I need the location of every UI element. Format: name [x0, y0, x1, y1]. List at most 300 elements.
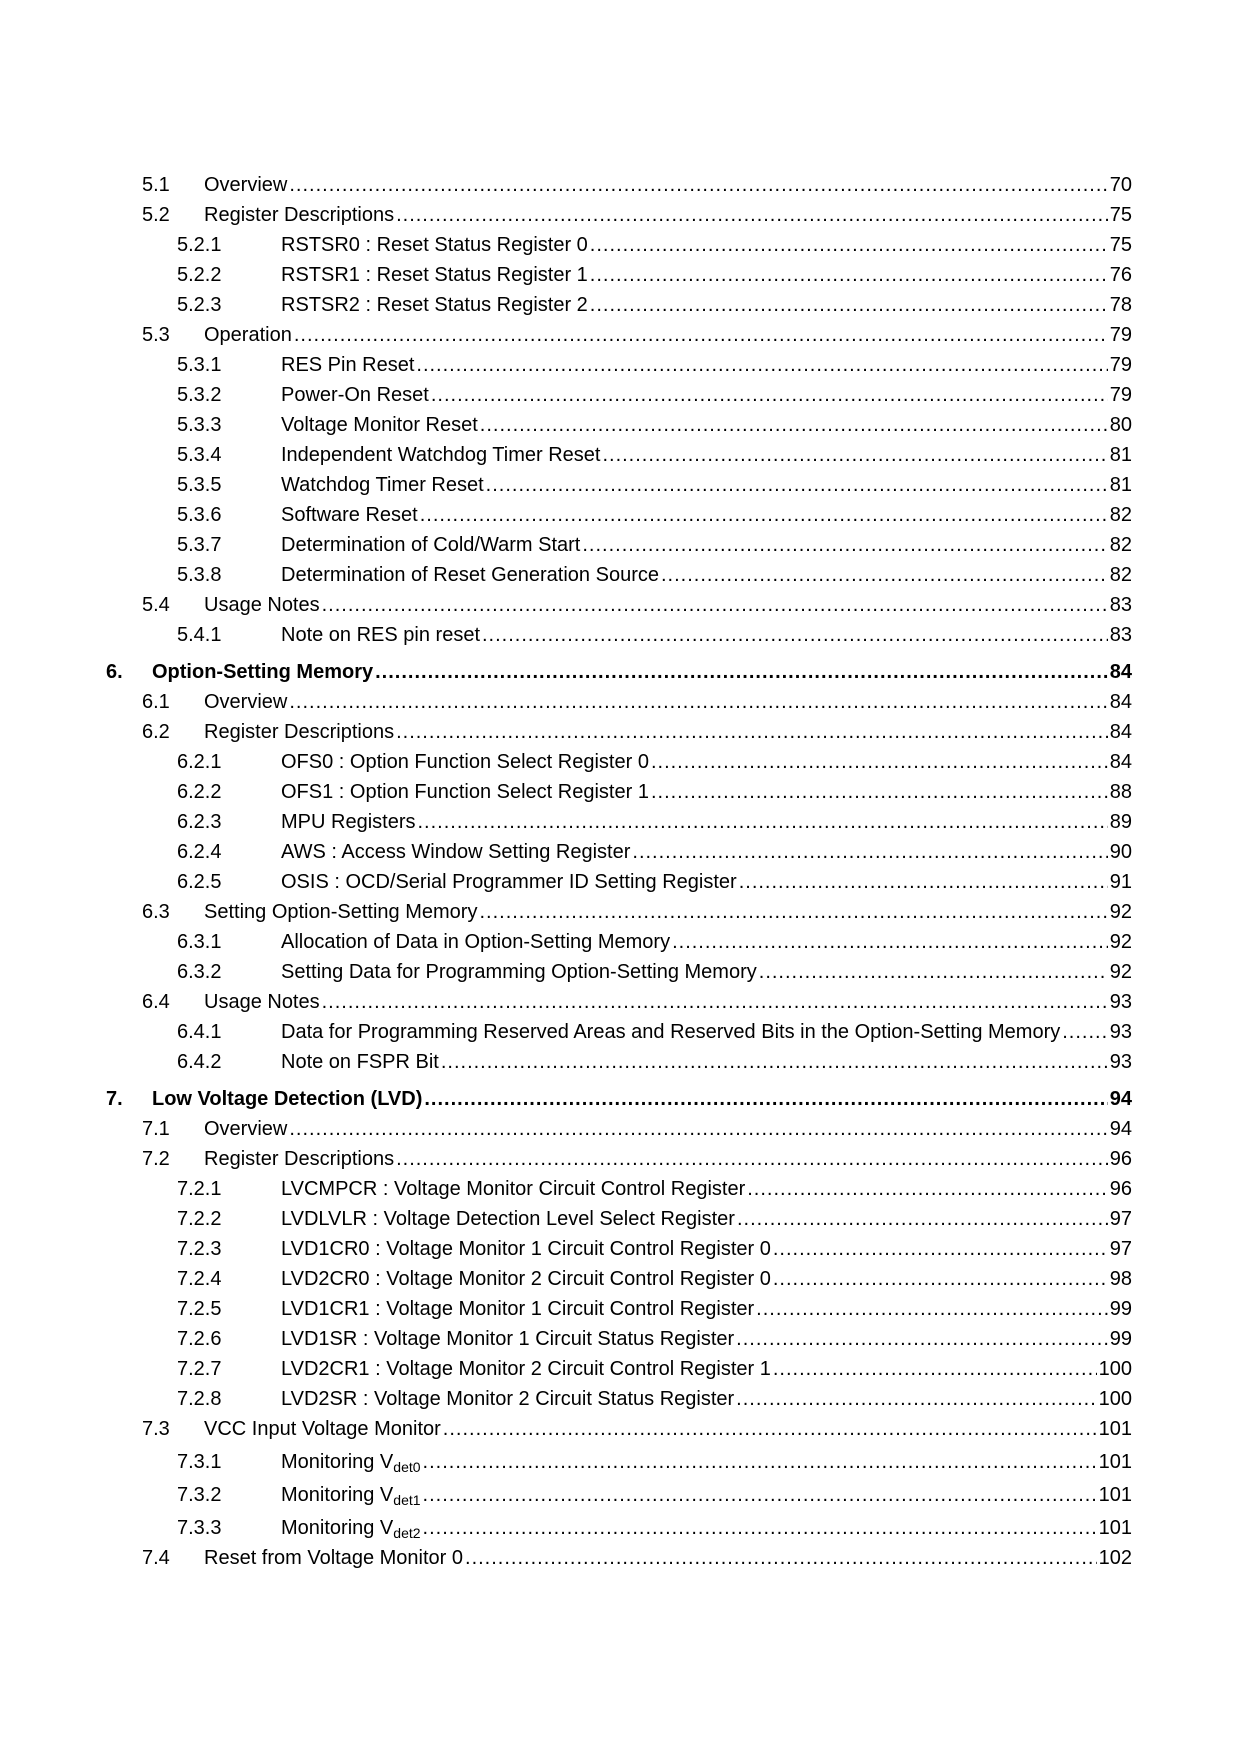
toc-entry-number: 5.3.6 [177, 504, 222, 526]
toc-entry[interactable] [106, 774, 1132, 804]
toc-entry-number: 6.3.2 [177, 961, 222, 983]
toc-entry-page-number: 96 [1109, 1178, 1132, 1200]
toc-entry-title-subscript: det1 [393, 1492, 421, 1508]
toc-entry[interactable] [106, 1441, 1132, 1474]
toc-entry-title [281, 840, 632, 864]
toc-entry-title-text: Overview [204, 174, 288, 196]
toc-entry-page-number: 100 [1098, 1358, 1132, 1380]
toc-entry-title [281, 293, 590, 317]
toc-entry[interactable] [106, 1411, 1132, 1441]
toc-dot-leader [424, 1087, 1107, 1111]
toc-entry-body [281, 1177, 1132, 1201]
toc-entry[interactable] [106, 1351, 1132, 1381]
toc-entry-title-text: AWS : Access Window Setting Register [281, 841, 631, 863]
toc-entry-title-text: Monitoring V [281, 1484, 394, 1506]
toc-entry-title-text: Usage Notes [204, 991, 320, 1013]
toc-entry-body [281, 563, 1132, 587]
toc-dot-leader [661, 563, 1108, 587]
toc-entry[interactable] [106, 1111, 1132, 1141]
toc-entry-number: 7.2.4 [177, 1268, 222, 1290]
toc-entry-number: 5.3.3 [177, 414, 222, 436]
toc-entry-title [281, 750, 651, 774]
toc-dot-leader [441, 1050, 1108, 1074]
toc-entry-page-number: 79 [1109, 384, 1132, 406]
toc-entry-title [152, 660, 375, 684]
toc-entry-title [281, 533, 582, 557]
toc-entry[interactable] [106, 377, 1132, 407]
toc-entry-title-text: Register Descriptions [204, 204, 395, 226]
toc-dot-leader [602, 443, 1107, 467]
toc-dot-leader [486, 473, 1108, 497]
toc-entry-title-text: OFS1 : Option Function Select Register 1 [281, 781, 649, 803]
toc-entry-title-text: RSTSR1 : Reset Status Register 1 [281, 264, 588, 286]
toc-dot-leader [482, 623, 1108, 647]
toc-entry-page-number: 92 [1109, 961, 1132, 983]
toc-entry-number: 7.2.1 [177, 1178, 222, 1200]
toc-entry-title-text: Setting Data for Programming Option-Setting Memory [281, 961, 757, 983]
toc-dot-leader [322, 990, 1108, 1014]
toc-entry-title-text: Data for Programming Reserved Areas and Reserved Bits in the Option-Setting Memory [281, 1021, 1061, 1043]
toc-dot-leader [396, 203, 1108, 227]
toc-entry-title-text: Option-Setting Memory [152, 661, 374, 683]
toc-entry-title-text: OSIS : OCD/Serial Programmer ID Setting Register [281, 871, 737, 893]
toc-entry[interactable] [106, 1540, 1132, 1570]
toc-entry-body [204, 1117, 1132, 1141]
toc-entry-title [281, 1050, 441, 1074]
toc-entry-number: 6.2.3 [177, 811, 222, 833]
toc-entry[interactable] [106, 497, 1132, 527]
toc-entry-page-number: 82 [1109, 504, 1132, 526]
toc-entry-number: 6.2.5 [177, 871, 222, 893]
toc-dot-leader [423, 1516, 1097, 1540]
toc-entry-page-number: 78 [1109, 294, 1132, 316]
toc-entry-body [204, 990, 1132, 1014]
toc-entry-number: 5.3 [142, 324, 170, 346]
toc-entry-title-text: LVD2CR0 : Voltage Monitor 2 Circuit Control Register 0 [281, 1268, 771, 1290]
toc-entry-page-number: 91 [1109, 871, 1132, 893]
toc-entry-title-text: LVD1CR1 : Voltage Monitor 1 Circuit Control Register [281, 1298, 755, 1320]
toc-dot-leader [773, 1357, 1097, 1381]
toc-entry-title-text: LVDLVLR : Voltage Detection Level Select Register [281, 1208, 735, 1230]
toc-dot-leader [289, 690, 1107, 714]
toc-entry-title [281, 1450, 423, 1474]
toc-entry[interactable] [106, 617, 1132, 647]
toc-entry-page-number: 88 [1109, 781, 1132, 803]
toc-dot-leader [651, 780, 1108, 804]
toc-entry[interactable] [106, 1381, 1132, 1411]
toc-entry-title [281, 1297, 756, 1321]
toc-entry-title [281, 623, 482, 647]
toc-dot-leader [417, 810, 1107, 834]
toc-entry-page-number: 93 [1109, 1021, 1132, 1043]
toc-entry-number: 7.2.6 [177, 1328, 222, 1350]
toc-entry-page-number: 89 [1109, 811, 1132, 833]
toc-entry[interactable] [106, 1261, 1132, 1291]
toc-entry-number: 5.2 [142, 204, 170, 226]
toc-entry-body [281, 503, 1132, 527]
toc-entry-title [281, 473, 486, 497]
toc-entry-number: 6. [106, 661, 123, 683]
toc-entry-title [204, 1147, 396, 1171]
toc-entry-body [281, 413, 1132, 437]
toc-entry-body [281, 233, 1132, 257]
toc-entry[interactable] [106, 437, 1132, 467]
toc-entry-title-text: OFS0 : Option Function Select Register 0 [281, 751, 649, 773]
toc-entry-page-number: 101 [1098, 1517, 1132, 1539]
toc-entry-title-text: Power-On Reset [281, 384, 429, 406]
toc-entry-title [281, 1357, 773, 1381]
toc-entry-page-number: 84 [1109, 751, 1132, 773]
toc-entry-page-number: 93 [1109, 991, 1132, 1013]
toc-entry-body [281, 930, 1132, 954]
toc-entry-number: 7.2.7 [177, 1358, 222, 1380]
toc-entry-body [281, 1297, 1132, 1321]
toc-entry-number: 5.1 [142, 174, 170, 196]
toc-entry-title [281, 810, 417, 834]
toc-entry-title-text: Reset from Voltage Monitor 0 [204, 1547, 464, 1569]
toc-entry-page-number: 75 [1109, 234, 1132, 256]
toc-entry-title [281, 503, 420, 527]
toc-entry-number: 5.3.5 [177, 474, 222, 496]
toc-dot-leader [582, 533, 1107, 557]
toc-entry-title [204, 990, 322, 1014]
toc-entry-body [281, 810, 1132, 834]
toc-entry-title [204, 593, 322, 617]
toc-entry-page-number: 96 [1109, 1148, 1132, 1170]
toc-dot-leader [396, 720, 1108, 744]
toc-entry-number: 6.4.2 [177, 1051, 222, 1073]
toc-entry-number: 5.3.2 [177, 384, 222, 406]
toc-entry-title [281, 1483, 423, 1507]
toc-entry-body [281, 750, 1132, 774]
toc-dot-leader [773, 1237, 1108, 1261]
toc-entry-number: 6.2.4 [177, 841, 222, 863]
toc-entry-body [281, 1450, 1132, 1474]
toc-entry-body [281, 383, 1132, 407]
toc-entry-body [281, 1516, 1132, 1540]
toc-entry[interactable] [106, 864, 1132, 894]
toc-dot-leader [289, 1117, 1107, 1141]
toc-entry-title-text: Operation [204, 324, 292, 346]
toc-dot-leader [737, 1207, 1108, 1231]
toc-entry-title-text: LVCMPCR : Voltage Monitor Circuit Control Register [281, 1178, 746, 1200]
toc-entry-title-text: Overview [204, 1118, 288, 1140]
toc-entry-page-number: 83 [1109, 594, 1132, 616]
toc-entry-title-text: LVD2SR : Voltage Monitor 2 Circuit Status Register [281, 1388, 735, 1410]
toc-entry-number: 5.2.3 [177, 294, 222, 316]
toc-entry-number: 7.1 [142, 1118, 170, 1140]
toc-entry-page-number: 101 [1098, 1484, 1132, 1506]
toc-entry[interactable] [106, 804, 1132, 834]
toc-entry-title-text: Register Descriptions [204, 1148, 395, 1170]
toc-entry-number: 7.2.8 [177, 1388, 222, 1410]
toc-entry[interactable] [106, 1141, 1132, 1171]
toc-entry-body [281, 293, 1132, 317]
toc-entry-title [281, 1327, 736, 1351]
toc-entry-title [281, 263, 590, 287]
toc-entry-number: 6.2.2 [177, 781, 222, 803]
toc-entry-title-text: Determination of Reset Generation Source [281, 564, 659, 586]
toc-entry-title [281, 930, 672, 954]
toc-entry-title [204, 173, 289, 197]
toc-entry-number: 6.3.1 [177, 931, 222, 953]
toc-entry-body [281, 840, 1132, 864]
toc-entry-title [281, 1020, 1062, 1044]
toc-entry-page-number: 99 [1109, 1328, 1132, 1350]
toc-entry-page-number: 94 [1109, 1088, 1132, 1110]
toc-entry-title [204, 1117, 289, 1141]
toc-entry[interactable] [106, 1291, 1132, 1321]
toc-entry-body [204, 323, 1132, 347]
toc-entry-title-text: Overview [204, 691, 288, 713]
toc-entry-number: 7. [106, 1088, 123, 1110]
toc-entry-title [281, 1387, 736, 1411]
toc-entry-number: 7.2.5 [177, 1298, 222, 1320]
toc-entry-number: 7.3.1 [177, 1451, 222, 1473]
toc-entry-title [204, 900, 479, 924]
toc-entry-page-number: 70 [1109, 174, 1132, 196]
toc-entry-title [281, 353, 416, 377]
toc-entry-title [152, 1087, 424, 1111]
toc-entry-body [281, 623, 1132, 647]
toc-entry-body [204, 900, 1132, 924]
toc-entry-body [204, 1546, 1132, 1570]
toc-entry-page-number: 79 [1109, 324, 1132, 346]
toc-dot-leader [651, 750, 1108, 774]
toc-entry-body [281, 1237, 1132, 1261]
toc-entry-title [281, 233, 590, 257]
toc-dot-leader [590, 263, 1108, 287]
toc-entry-body [281, 870, 1132, 894]
toc-entry-page-number: 97 [1109, 1238, 1132, 1260]
toc-entry-number: 6.2.1 [177, 751, 222, 773]
toc-entry-title-text: Low Voltage Detection (LVD) [152, 1088, 423, 1110]
toc-entry[interactable] [106, 587, 1132, 617]
toc-entry[interactable] [106, 1321, 1132, 1351]
toc-entry-number: 5.3.7 [177, 534, 222, 556]
toc-entry-title-text: MPU Registers [281, 811, 416, 833]
toc-entry[interactable] [106, 1171, 1132, 1201]
toc-entry-title-text: RSTSR2 : Reset Status Register 2 [281, 294, 588, 316]
toc-entry[interactable] [106, 1014, 1132, 1044]
toc-entry-body [204, 1417, 1132, 1441]
toc-entry[interactable] [106, 347, 1132, 377]
toc-entry[interactable] [106, 744, 1132, 774]
toc-entry-title [204, 1417, 443, 1441]
toc-entry[interactable] [106, 954, 1132, 984]
toc-entry[interactable] [106, 557, 1132, 587]
toc-entry-body [281, 1207, 1132, 1231]
toc-dot-leader [739, 870, 1108, 894]
toc-entry[interactable] [106, 467, 1132, 497]
toc-dot-leader [1062, 1020, 1108, 1044]
toc-entry-page-number: 82 [1109, 534, 1132, 556]
toc-dot-leader [465, 1546, 1097, 1570]
toc-entry-number: 5.3.1 [177, 354, 222, 376]
toc-entry-page-number: 84 [1109, 721, 1132, 743]
toc-entry-number: 6.1 [142, 691, 170, 713]
toc-entry[interactable] [106, 167, 1132, 197]
toc-dot-leader [773, 1267, 1108, 1291]
toc-entry-page-number: 90 [1109, 841, 1132, 863]
toc-entry-body [281, 1357, 1132, 1381]
toc-entry[interactable] [106, 317, 1132, 347]
toc-entry[interactable] [106, 1201, 1132, 1231]
toc-entry-title-text: Allocation of Data in Option-Setting Memory [281, 931, 671, 953]
toc-entry-number: 7.2.2 [177, 1208, 222, 1230]
toc-entry-body [204, 173, 1132, 197]
toc-entry[interactable] [106, 407, 1132, 437]
toc-dot-leader [756, 1297, 1108, 1321]
toc-entry-title-text: Usage Notes [204, 594, 320, 616]
toc-entry-number: 6.4.1 [177, 1021, 222, 1043]
toc-entry-body [152, 1087, 1132, 1111]
toc-entry-page-number: 97 [1109, 1208, 1132, 1230]
toc-entry-body [281, 1020, 1132, 1044]
toc-entry-title-text: Watchdog Timer Reset [281, 474, 484, 496]
toc-entry[interactable] [106, 1474, 1132, 1507]
toc-entry-title-text: Voltage Monitor Reset [281, 414, 478, 436]
toc-entry-title-text: Note on RES pin reset [281, 624, 480, 646]
toc-entry-title [281, 383, 431, 407]
toc-entry-body [281, 960, 1132, 984]
toc-entry-title [204, 323, 294, 347]
toc-entry[interactable] [106, 197, 1132, 227]
toc-entry-page-number: 101 [1098, 1451, 1132, 1473]
toc-entry-title [281, 1267, 773, 1291]
toc-entry-title [281, 960, 759, 984]
toc-entry-number: 7.3.3 [177, 1517, 222, 1539]
toc-entry-page-number: 98 [1109, 1268, 1132, 1290]
toc-entry-body [152, 660, 1132, 684]
toc-entry-title-text: Note on FSPR Bit [281, 1051, 439, 1073]
toc-dot-leader [396, 1147, 1108, 1171]
toc-entry-title [281, 780, 651, 804]
toc-entry-title-text: RES Pin Reset [281, 354, 415, 376]
toc-entry[interactable] [106, 227, 1132, 257]
toc-dot-leader [443, 1417, 1097, 1441]
toc-entry-title [204, 1546, 465, 1570]
toc-entry[interactable] [106, 984, 1132, 1014]
toc-entry-page-number: 80 [1109, 414, 1132, 436]
toc-entry-page-number: 92 [1109, 901, 1132, 923]
toc-entry[interactable] [106, 834, 1132, 864]
toc-entry[interactable] [106, 714, 1132, 744]
toc-entry-title-text: RSTSR0 : Reset Status Register 0 [281, 234, 588, 256]
toc-dot-leader [423, 1483, 1097, 1507]
toc-entry-number: 5.2.1 [177, 234, 222, 256]
toc-entry-body [204, 1147, 1132, 1171]
toc-entry-page-number: 102 [1098, 1547, 1132, 1569]
toc-dot-leader [375, 660, 1108, 684]
toc-entry-title-text: LVD1CR0 : Voltage Monitor 1 Circuit Control Register 0 [281, 1238, 771, 1260]
toc-dot-leader [736, 1327, 1108, 1351]
toc-entry-number: 7.3 [142, 1418, 170, 1440]
toc-entry-title [281, 870, 739, 894]
toc-entry-page-number: 99 [1109, 1298, 1132, 1320]
toc-dot-leader [590, 293, 1108, 317]
toc-dot-leader [431, 383, 1108, 407]
toc-entry-body [281, 533, 1132, 557]
toc-entry-number: 5.3.4 [177, 444, 222, 466]
toc-dot-leader [590, 233, 1108, 257]
toc-entry-page-number: 76 [1109, 264, 1132, 286]
toc-entry-page-number: 94 [1109, 1118, 1132, 1140]
toc-entry-number: 7.2.3 [177, 1238, 222, 1260]
toc-entry-title [204, 203, 396, 227]
toc-entry[interactable] [106, 287, 1132, 317]
toc-entry-body [281, 353, 1132, 377]
toc-entry[interactable] [106, 1044, 1132, 1074]
toc-entry-page-number: 82 [1109, 564, 1132, 586]
toc-dot-leader [479, 900, 1107, 924]
toc-entry-number: 7.2 [142, 1148, 170, 1170]
toc-entry-number: 5.4.1 [177, 624, 222, 646]
toc-entry[interactable] [106, 1074, 1132, 1111]
toc-entry-body [281, 263, 1132, 287]
toc-entry-page-number: 93 [1109, 1051, 1132, 1073]
toc-entry-body [281, 473, 1132, 497]
toc-entry-title [281, 563, 661, 587]
toc-dot-leader [672, 930, 1108, 954]
toc-entry-body [204, 690, 1132, 714]
toc-entry[interactable] [106, 257, 1132, 287]
toc-entry[interactable] [106, 684, 1132, 714]
toc-dot-leader [747, 1177, 1108, 1201]
toc-entry-title [204, 690, 289, 714]
toc-dot-leader [480, 413, 1108, 437]
toc-entry-body [281, 1387, 1132, 1411]
toc-entry-page-number: 75 [1109, 204, 1132, 226]
toc-entry-title-text: LVD2CR1 : Voltage Monitor 2 Circuit Control Register 1 [281, 1358, 771, 1380]
toc-dot-leader [294, 323, 1108, 347]
toc-entry-title [281, 1516, 423, 1540]
toc-entry-number: 7.4 [142, 1547, 170, 1569]
toc-entry-body [204, 720, 1132, 744]
toc-entry-number: 5.2.2 [177, 264, 222, 286]
toc-entry-title [281, 413, 480, 437]
toc-entry[interactable] [106, 527, 1132, 557]
toc-entry-title-text: LVD1SR : Voltage Monitor 1 Circuit Status Register [281, 1328, 735, 1350]
toc-entry-number: 5.4 [142, 594, 170, 616]
toc-entry-body [204, 203, 1132, 227]
toc-entry-number: 6.4 [142, 991, 170, 1013]
toc-entry[interactable] [106, 1507, 1132, 1540]
toc-entry-page-number: 79 [1109, 354, 1132, 376]
toc-dot-leader [322, 593, 1108, 617]
toc-entry-title [281, 1207, 737, 1231]
toc-entry-number: 6.2 [142, 721, 170, 743]
toc-entry-title-text: VCC Input Voltage Monitor [204, 1418, 441, 1440]
toc-dot-leader [632, 840, 1107, 864]
toc-entry-title [204, 720, 396, 744]
toc-entry[interactable] [106, 924, 1132, 954]
toc-entry[interactable] [106, 647, 1132, 684]
toc-entry[interactable] [106, 894, 1132, 924]
toc-entry-title [281, 443, 602, 467]
toc-entry-page-number: 84 [1109, 691, 1132, 713]
toc-entry-number: 5.3.8 [177, 564, 222, 586]
toc-dot-leader [736, 1387, 1096, 1411]
toc-entry[interactable] [106, 1231, 1132, 1261]
toc-entry-body [281, 1267, 1132, 1291]
toc-entry-body [204, 593, 1132, 617]
toc-entry-title-text: Setting Option-Setting Memory [204, 901, 478, 923]
toc-entry-title-text: Register Descriptions [204, 721, 395, 743]
toc-dot-leader [420, 503, 1108, 527]
toc-entry-page-number: 101 [1098, 1418, 1132, 1440]
toc-entry-title-text: Monitoring V [281, 1517, 394, 1539]
